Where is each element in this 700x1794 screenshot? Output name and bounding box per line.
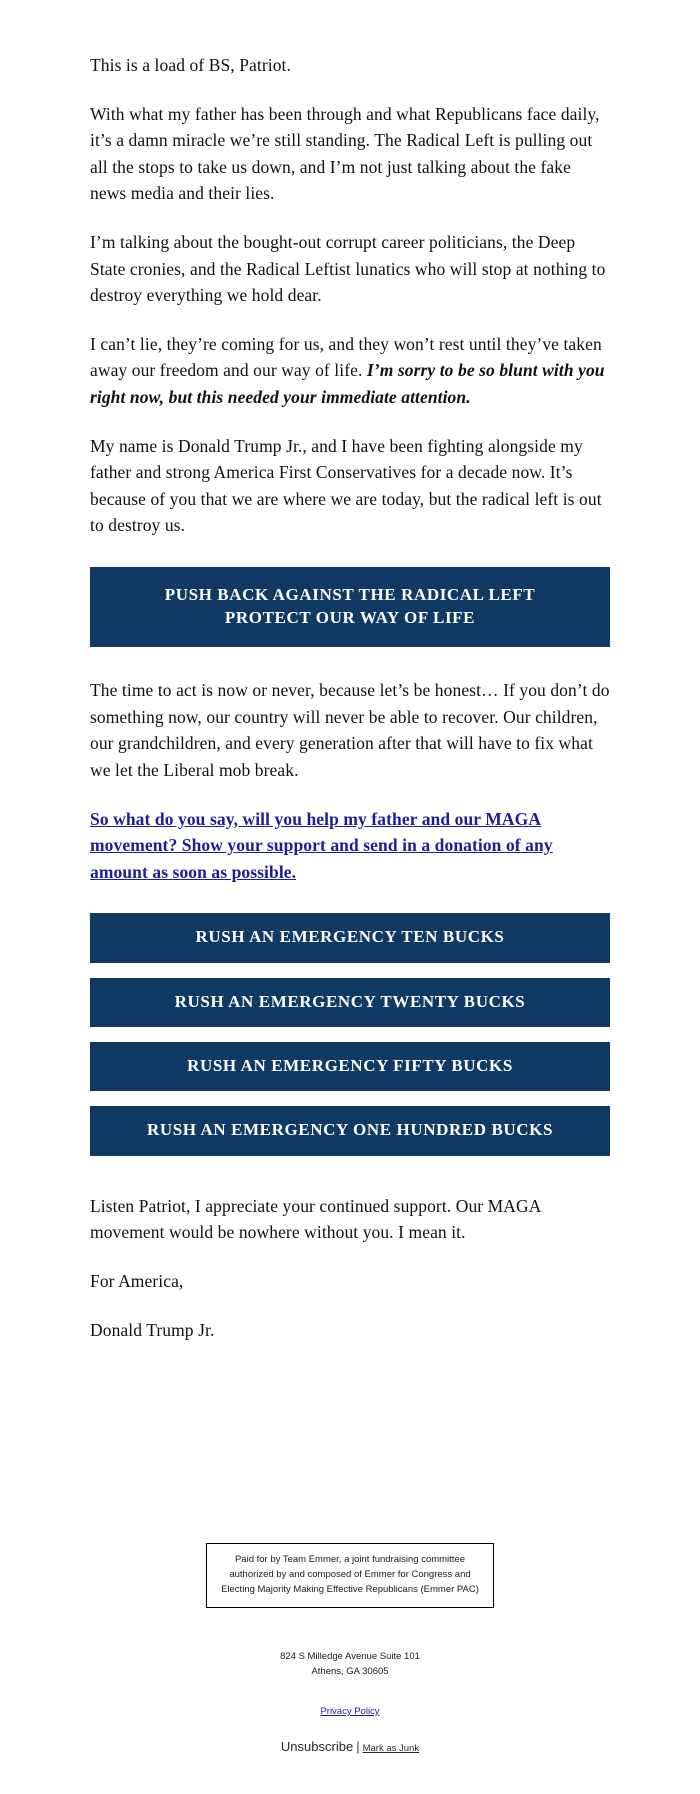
paragraph-greeting: This is a load of BS, Patriot. xyxy=(90,55,291,75)
unsubscribe-row xyxy=(0,1739,700,1754)
paragraph-coming-for-us xyxy=(90,331,610,411)
footer-separator: | xyxy=(356,1738,360,1754)
donation-button-group xyxy=(90,913,610,1156)
paragraph-introduction: My name is Donald Trump Jr., and I have been fighting alongside my father and strong America First Conservatives for a decade now. It’s because of you that we are where we are today, but the radical left is out to destroy us. xyxy=(90,435,602,536)
address-line-1: 824 S Milledge Avenue Suite 101 xyxy=(280,1651,420,1663)
signature-line: Donald Trump Jr. xyxy=(90,1319,215,1340)
paragraph-coming-for-us-emphasis: I’m sorry to be so blunt with you right now, but this needed your immediate attention. xyxy=(90,360,605,407)
closing-block xyxy=(90,1171,610,1343)
disclaimer-line-2: authorized by and composed of Emmer for Congress and xyxy=(229,1568,471,1580)
donate-twenty-button[interactable]: RUSH AN EMERGENCY TWENTY BUCKS xyxy=(90,978,610,1027)
paragraph-coming-for-us-plain: I can’t lie, they’re coming for us, and they won’t rest until they’ve taken away our freedom and our way of life. xyxy=(90,333,602,381)
donate-fifty-button[interactable]: RUSH AN EMERGENCY FIFTY BUCKS xyxy=(90,1042,610,1091)
privacy-policy-link[interactable]: Privacy Policy xyxy=(320,1705,380,1717)
mark-as-junk-link[interactable]: Mark as Junk xyxy=(362,1742,420,1754)
paragraph-time-to-act: The time to act is now or never, because let’s be honest… If you don’t do something now, our country will never be able to recover. Our children, our grandchildren, and every generation after that will have to fix what we let the Liberal mob break. xyxy=(90,680,610,780)
signoff-line: For America, xyxy=(90,1271,184,1292)
footer-spacer xyxy=(0,1343,700,1543)
push-back-cta-button[interactable] xyxy=(90,567,610,647)
disclaimer-line-1: Paid for by Team Emmer, a joint fundraising committee xyxy=(234,1554,466,1566)
paid-for-by-disclaimer xyxy=(206,1543,494,1608)
mailing-address xyxy=(0,1650,700,1679)
disclaimer-line-3: Electing Majority Making Effective Republicans (Emmer PAC) xyxy=(221,1583,479,1595)
address-line-2: Athens, GA 30605 xyxy=(311,1665,389,1677)
paragraph-deep-state: I’m talking about the bought-out corrupt career politicians, the Deep State cronies, and the Radical Leftist lunatics who will stop at nothing to destroy everything we hold dear. xyxy=(90,231,606,306)
paragraph-donation-ask xyxy=(90,806,610,886)
paragraph-father-struggle: With what my father has been through and what Republicans face daily, it’s a damn miracle we’re still standing. The Radical Left is pulling out all the stops to take us down, and I’m not just talking about the fake news media and their lies. xyxy=(90,103,600,204)
unsubscribe-link[interactable]: Unsubscribe xyxy=(280,1738,354,1754)
privacy-policy-row xyxy=(0,1701,700,1719)
email-content-column xyxy=(90,0,610,1343)
donate-ten-button[interactable]: RUSH AN EMERGENCY TEN BUCKS xyxy=(90,913,610,962)
push-back-cta-line-1: PUSH BACK AGAINST THE RADICAL LEFT xyxy=(164,584,536,604)
donation-ask-link[interactable]: So what do you say, will you help my father and our MAGA movement? Show your support and send in a donation of any amount as soon as possible. xyxy=(90,808,553,882)
donate-one-hundred-button[interactable]: RUSH AN EMERGENCY ONE HUNDRED BUCKS xyxy=(90,1106,610,1155)
email-footer xyxy=(0,1543,700,1794)
paragraph-closing: Listen Patriot, I appreciate your continued support. Our MAGA movement would be nowhere without you. I mean it. xyxy=(90,1195,541,1243)
push-back-cta-line-2: PROTECT OUR WAY OF LIFE xyxy=(224,607,476,627)
